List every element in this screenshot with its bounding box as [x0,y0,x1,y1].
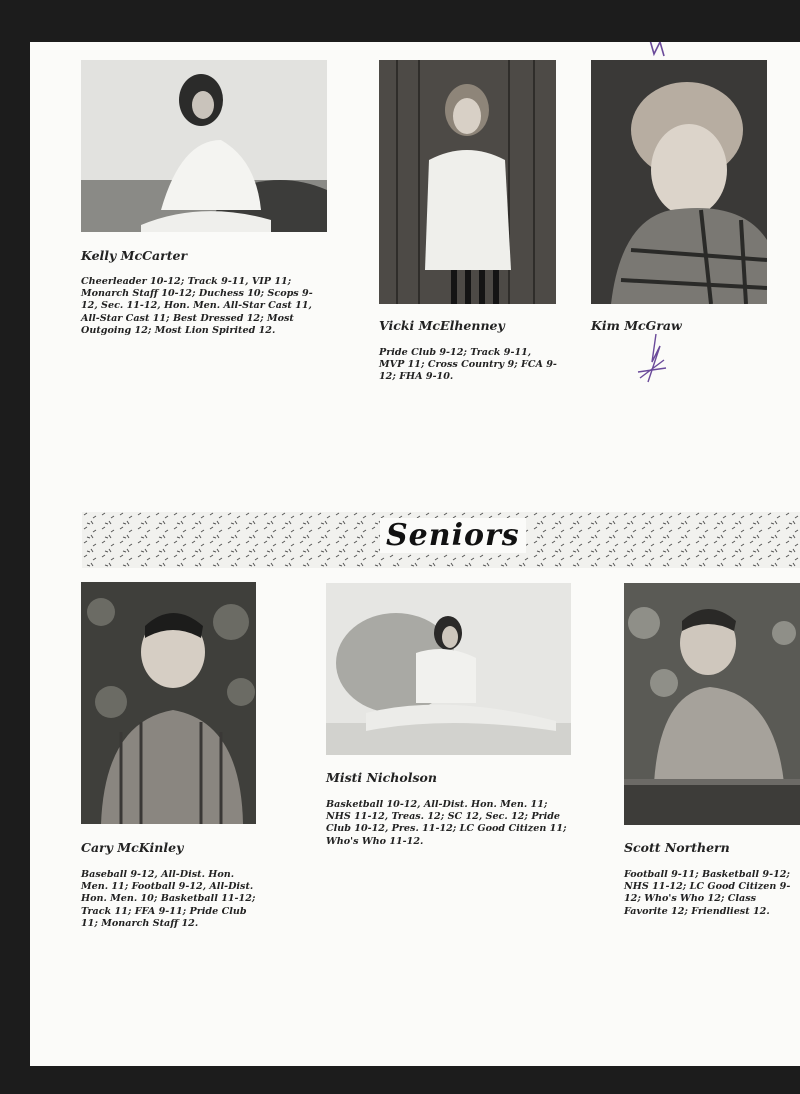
student-activities: Baseball 9-12, All-Dist. Hon. Men. 11; Football 9-12, All-Dist. Hon. Men. 10; Basketball 11-12; Track 11; FFA 9-11; Pride Club 11; Monarch Staff 12. [81,869,256,929]
student-activities: Football 9-11; Basketball 9-12; NHS 11-12; LC Good Citizen 9-12; Who's Who 12; Class Favorite 12; Friendliest 12. [624,869,791,917]
pen-mark-signature [634,332,674,392]
student-name: Misti Nicholson [326,770,437,785]
student-activities: Cheerleader 10-12; Track 9-11, VIP 11; Monarch Staff 10-12; Duchess 10; Scops 9-12, Sec. 11-12, Hon. Men. All-Star Cast 11, All-Star Cast 11; Best Dressed 12; Most Outgoing 12; Most Lion Spirited 12. [81,276,313,336]
student-name: Vicki McElhenney [379,318,505,333]
student-name: Kim McGraw [591,318,682,333]
student-name: Kelly McCarter [81,248,188,263]
portrait-scott-northern [624,583,800,825]
portrait-vicki-mcelhenney [379,60,556,304]
scan-border-bottom [0,1066,800,1094]
portrait-kim-mcgraw [591,60,767,304]
student-activities: Pride Club 9-12; Track 9-11, MVP 11; Cross Country 9; FCA 9-12; FHA 9-10. [379,347,557,383]
portrait-misti-nicholson [326,583,571,755]
portrait-kelly-mccarter [81,60,327,232]
section-title: Seniors [380,518,526,553]
student-activities: Basketball 10-12, All-Dist. Hon. Men. 11; NHS 11-12, Treas. 12; SC 12, Sec. 12; Pride Club 10-12, Pres. 11-12; LC Good Citizen 11; Who's Who 11-12. [326,799,567,847]
pen-mark-top [646,42,670,62]
student-name: Scott Northern [624,840,730,855]
yearbook-page [30,42,800,1066]
portrait-cary-mckinley [81,582,256,824]
student-name: Cary McKinley [81,840,184,855]
